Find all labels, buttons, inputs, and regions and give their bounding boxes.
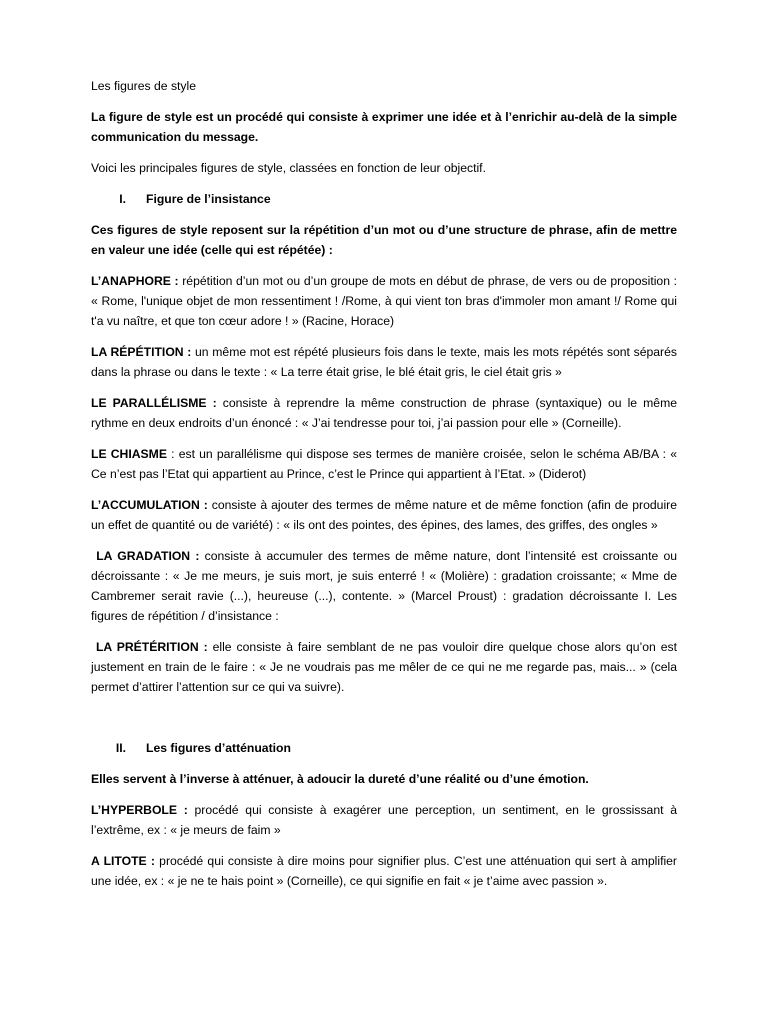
section-1-heading bbox=[91, 189, 677, 209]
figure-term: LE CHIASME bbox=[91, 447, 167, 461]
figure-definition: consiste à accumuler des termes de même nature, dont l’intensité est croissante ou décroissante : « Je me meurs, je suis mort, je suis enterré ! « (Molière) : gradation croissante; « Mme de Cambremer serait ravie (...), heureuse (...), contente. » (Marcel Proust) : gradation décroissante I. Les figures de répétition / d’insistance : bbox=[91, 549, 678, 623]
figure-definition: : est un parallélisme qui dispose ses termes de manière croisée, selon le schéma AB/BA : « Ce n’est pas l’Etat qui appartient au Prince, c’est le Prince qui appartient à l’Etat. » (Diderot) bbox=[91, 447, 677, 481]
figure-definition: répétition d’un mot ou d’un groupe de mots en début de phrase, de vers ou de proposition : « Rome, l'unique objet de mon ressentiment ! /Rome, à qui vient ton bras d'immoler mon amant !/ Rome qui t'a vu naître, et que ton cœur adore ! » (Racine, Horace) bbox=[91, 274, 678, 328]
intro-paragraph: La figure de style est un procédé qui consiste à exprimer une idée et à l’enrichir au-delà de la simple communication du message. bbox=[91, 110, 677, 144]
figure-repetition bbox=[91, 342, 677, 382]
section-1-title: Figure de l’insistance bbox=[146, 192, 271, 206]
figure-term: L’HYPERBOLE : bbox=[91, 803, 188, 817]
document-page bbox=[91, 76, 677, 902]
figure-term: L’ANAPHORE : bbox=[91, 274, 179, 288]
doc-title: Les figures de style bbox=[91, 79, 197, 93]
figure-parallelisme bbox=[91, 393, 677, 433]
figure-definition: un même mot est répété plusieurs fois dans le texte, mais les mots répétés sont séparés dans la phrase ou dans le texte : « La terre était grise, le blé était gris, le ciel était gris » bbox=[91, 345, 677, 379]
figure-term: L’ACCUMULATION : bbox=[91, 498, 208, 512]
figure-term: LA RÉPÉTITION : bbox=[91, 345, 192, 359]
section-2-intro: Elles servent à l’inverse à atténuer, à adoucir la dureté d’une réalité ou d’une émotion. bbox=[91, 772, 589, 786]
figure-definition: elle consiste à faire semblant de ne pas vouloir dire quelque chose alors qu’on est justement en train de le faire : « Je ne voudrais pas me mêler de ce qui ne me regarde pas, mais... » (cela permet d’attirer l’attention sur ce qui va suivre). bbox=[91, 640, 677, 694]
figure-hyperbole bbox=[91, 800, 677, 840]
figure-anaphore bbox=[91, 271, 677, 331]
section-spacer bbox=[91, 708, 677, 738]
figure-term: LE PARALLÉLISME : bbox=[91, 396, 217, 410]
figure-definition: procédé qui consiste à exagérer une perception, un sentiment, en le grossissant à l’extrême, ex : « je meurs de faim » bbox=[91, 803, 677, 837]
figure-litote bbox=[91, 851, 677, 891]
section-1-intro: Ces figures de style reposent sur la répétition d’un mot ou d’une structure de phrase, afin de mettre en valeur une idée (celle qui est répétée) : bbox=[91, 223, 677, 257]
figure-chiasme bbox=[91, 444, 677, 484]
figure-definition: consiste à ajouter des termes de même nature et de même fonction (afin de produire un effet de quantité ou de variété) : « ils ont des pointes, des épines, des lames, des griffes, des ongles » bbox=[91, 498, 677, 532]
figure-gradation bbox=[91, 546, 677, 626]
figure-definition: procédé qui consiste à dire moins pour signifier plus. C’est une atténuation qui sert à amplifier une idée, ex : « je ne te hais point » (Corneille), ce qui signifie en fait « je t’aime avec passion ». bbox=[91, 854, 677, 888]
figure-accumulation bbox=[91, 495, 677, 535]
figure-definition: consiste à reprendre la même construction de phrase (syntaxique) ou le même rythme en deux endroits d’un énoncé : « J’ai tendresse pour toi, j’ai passion pour elle » (Corneille). bbox=[91, 396, 677, 430]
lead-paragraph: Voici les principales figures de style, classées en fonction de leur objectif. bbox=[91, 161, 486, 175]
figure-term: LA GRADATION : bbox=[91, 549, 200, 563]
section-2-heading bbox=[91, 738, 677, 758]
section-2-title: Les figures d’atténuation bbox=[146, 741, 291, 755]
figure-term: LA PRÉTÉRITION : bbox=[91, 640, 208, 654]
figure-term: A LITOTE : bbox=[91, 854, 155, 868]
section-2-number: II. bbox=[115, 741, 126, 755]
section-1-number: I. bbox=[119, 192, 126, 206]
figure-preterition bbox=[91, 637, 677, 697]
